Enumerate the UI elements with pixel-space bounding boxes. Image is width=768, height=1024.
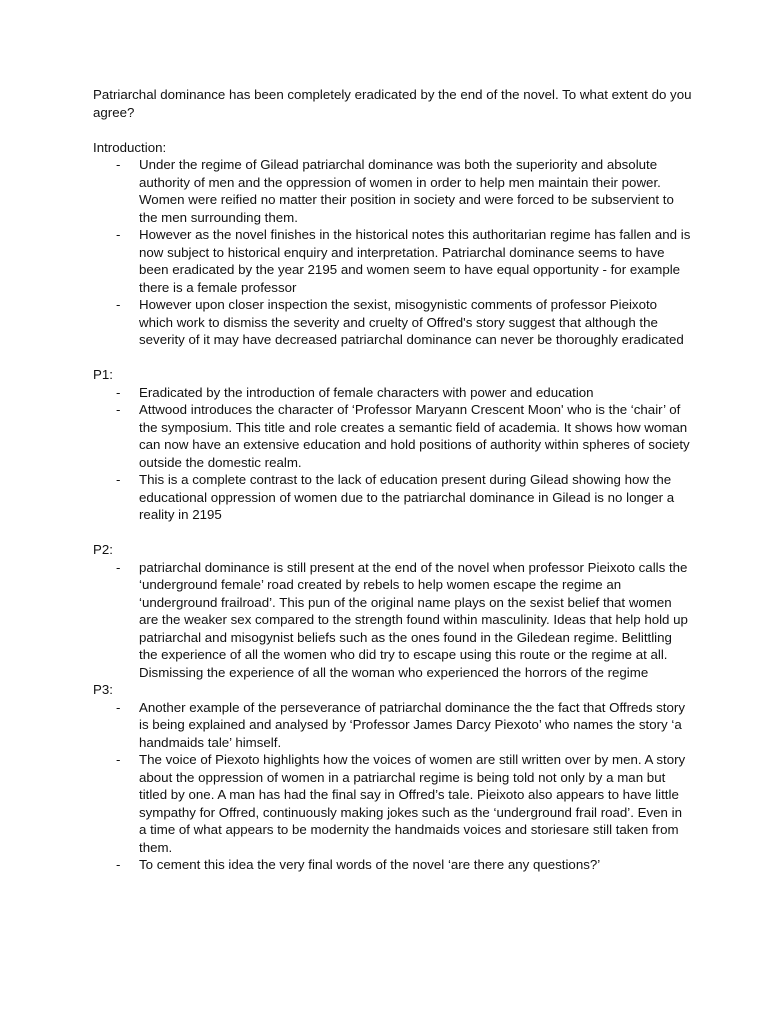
bullet-dash: - xyxy=(116,699,121,715)
bullet-text: However upon closer inspection the sexist, misogynistic comments of professor Pieixoto which work to dismiss the severity and cruelty of Offred's story suggest that although the severity of it may have decreased patriarchal dominance can never be thoroughly eradicated xyxy=(139,297,684,347)
bullet-dash: - xyxy=(116,384,121,400)
bullet-text: patriarchal dominance is still present at the end of the novel when professor Pieixoto calls the ‘underground female’ road created by rebels to help women escape the regime an ‘underground frailroad’. This pun of the original name plays on the sexist belief that women are the weaker sex compared to the strength found within masculinity. Ideas that help hold up patriarchal and misogynist beliefs such as the ones found in the Giledean regime. Belittling the experience of all the women who did try to escape using this route or the regime at all. Dismissing the experience of all the woman who experienced the horrors of the regime xyxy=(139,559,688,680)
section-p2 xyxy=(93,541,693,681)
section-heading: P3: xyxy=(93,682,113,697)
spacer xyxy=(93,524,693,542)
bullet-list xyxy=(93,156,693,349)
spacer xyxy=(93,349,693,367)
section-introduction xyxy=(93,139,693,349)
bullet-dash: - xyxy=(116,472,121,487)
list-item xyxy=(93,384,693,402)
bullet-list xyxy=(93,384,693,524)
bullet-text: However as the novel finishes in the historical notes this authoritarian regime has fallen and is now subject to historical enquiry and interpretation. Patriarchal dominance seems to have been eradicated by the year 2195 and women seem to have equal opportunity - for example there is a female professor xyxy=(139,227,691,295)
bullet-text: To cement this idea the very final words of the novel ‘are there any questions?’ xyxy=(139,857,601,872)
section-p1 xyxy=(93,366,693,524)
bullet-text: The voice of Piexoto highlights how the voices of women are still written over by men. A story about the oppression of women in a patriarchal regime is being told not only by a man but titled by one. A man has had the final say in Offred’s tale. Pieixoto also appears to have little sympathy for Offred, continuously making jokes such as the ‘underground frail road’. Even in a time of what appears to be modernity the handmaids voices and storiesare still taken from them. xyxy=(139,752,686,855)
list-item xyxy=(93,296,693,349)
section-heading: P1: xyxy=(93,367,113,382)
bullet-text: Under the regime of Gilead patriarchal dominance was both the superiority and absolute authority of men and the oppression of women in order to help men maintain their power. Women were reified no matter their position in society and were forced to be subservient to the men surrounding them. xyxy=(139,157,674,225)
bullet-dash: - xyxy=(116,227,121,242)
bullet-dash: - xyxy=(116,752,121,767)
list-item xyxy=(93,471,693,524)
bullet-list xyxy=(93,699,693,874)
bullet-dash: - xyxy=(116,559,121,575)
bullet-dash: - xyxy=(116,857,121,872)
list-item xyxy=(93,559,693,682)
bullet-text: Another example of the perseverance of patriarchal dominance the the fact that Offreds story is being explained and analysed by ‘Professor James Darcy Piexoto’ who names the story ‘a handmaids tale’ himself. xyxy=(139,699,685,750)
bullet-text: Eradicated by the introduction of female characters with power and education xyxy=(139,384,594,400)
bullet-list xyxy=(93,559,693,682)
section-heading: Introduction: xyxy=(93,139,167,155)
list-item xyxy=(93,856,693,874)
bullet-dash: - xyxy=(116,157,121,172)
bullet-text: Attwood introduces the character of ‘Professor Maryann Crescent Moon' who is the ‘chair’ of the symposium. This title and role creates a semantic field of academia. It shows how woman can now have an extensive education and hold positions of authority within spheres of society outside the domestic realm. xyxy=(139,402,690,470)
list-item xyxy=(93,401,693,471)
list-item xyxy=(93,699,693,752)
document-page xyxy=(93,86,693,874)
essay-question: Patriarchal dominance has been completely eradicated by the end of the novel. To what extent do you agree? xyxy=(93,87,692,120)
list-item xyxy=(93,226,693,296)
list-item xyxy=(93,156,693,226)
bullet-dash: - xyxy=(116,297,121,312)
bullet-dash: - xyxy=(116,402,121,417)
bullet-text: This is a complete contrast to the lack of education present during Gilead showing how the educational oppression of women due to the patriarchal dominance in Gilead is no longer a reality in 2195 xyxy=(139,472,675,522)
section-p3 xyxy=(93,681,693,874)
section-heading: P2: xyxy=(93,542,113,557)
list-item xyxy=(93,751,693,856)
